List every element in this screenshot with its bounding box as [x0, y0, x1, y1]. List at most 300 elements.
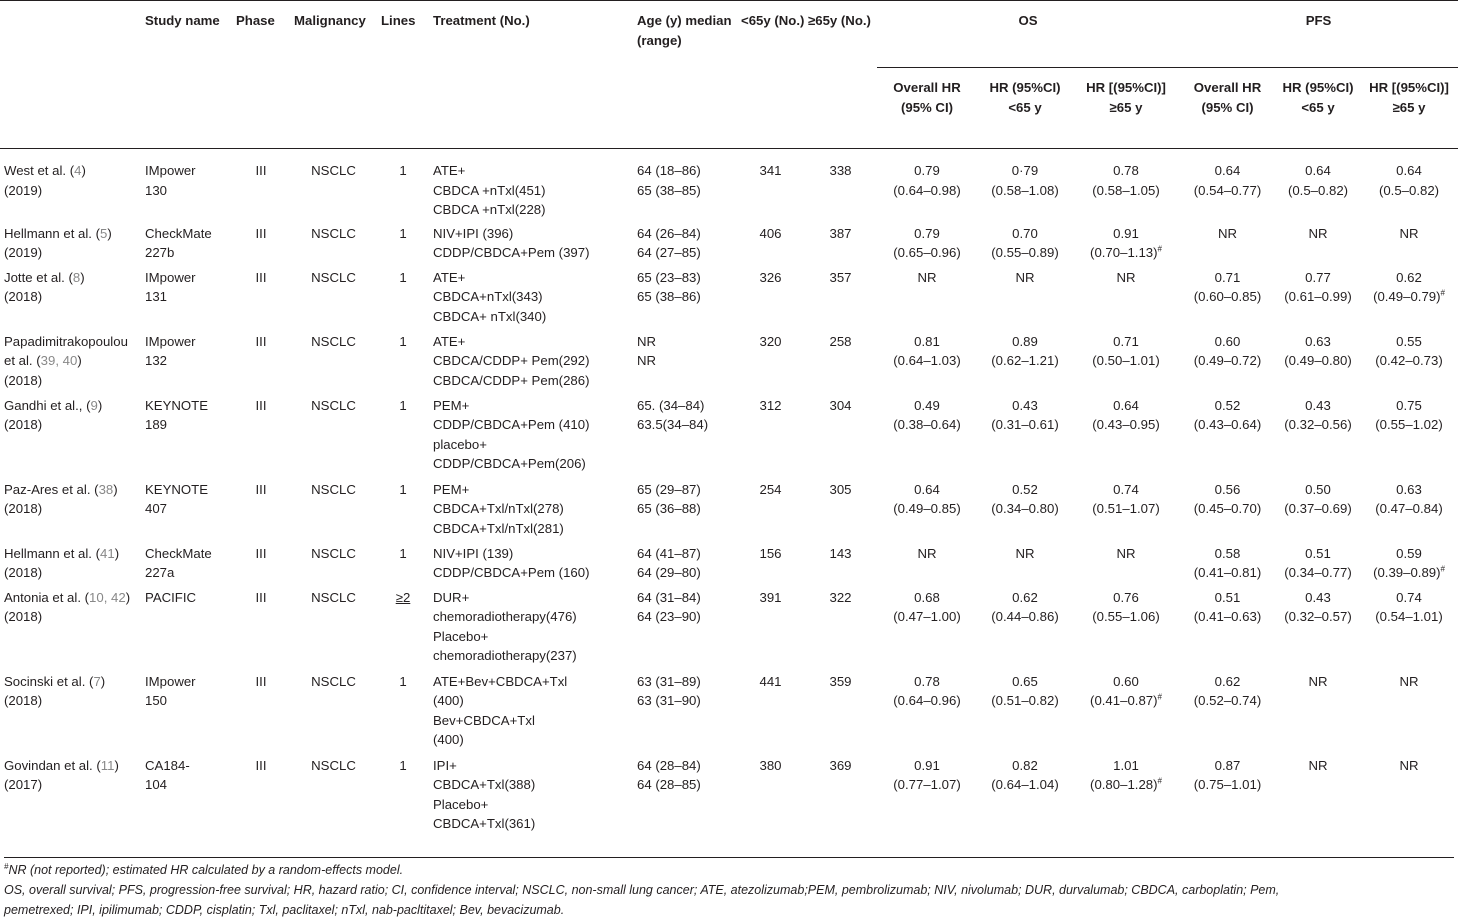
malignancy-cell: [290, 540, 377, 584]
lines-cell-value: 1: [399, 481, 407, 497]
hr-ci: (0.51–0.82): [991, 693, 1059, 708]
hr-value: 0.64: [914, 481, 940, 497]
os-overall-hr-cell: [877, 476, 977, 540]
under65-count-cell: [737, 392, 804, 476]
pfs-hr-over65-cell: [1360, 220, 1458, 264]
os-hr-under65-cell: [977, 668, 1073, 752]
age-line: 65 (23–83): [637, 269, 701, 285]
hr-value: 0.78: [914, 673, 940, 689]
study-name-line: CheckMate: [145, 225, 212, 241]
hr-value: NR: [1308, 757, 1328, 773]
pfs-hr-over65-cell: [1360, 668, 1458, 752]
treatment-line: IPI+: [433, 757, 457, 773]
under65-count-cell: [737, 540, 804, 584]
hr-value: NR: [1015, 545, 1035, 561]
pfs-hr-over65-cell: [1360, 540, 1458, 584]
os-hr-under65-cell: [977, 220, 1073, 264]
age-cell: [633, 264, 737, 328]
col-header-os: OS: [1018, 13, 1038, 28]
age-line: NR: [637, 333, 657, 349]
hr-ci: (0.39–0.89)#: [1373, 564, 1445, 580]
age-cell: [633, 584, 737, 668]
hr-value: 0.64: [1113, 397, 1139, 413]
hr-ci: (0.5–0.82): [1378, 182, 1440, 198]
author-text: Paz-Ares et al.: [4, 481, 91, 497]
reference-number: 38: [98, 481, 114, 497]
phase-cell: [232, 328, 290, 392]
hr-value: 0.64: [1396, 163, 1422, 178]
study-year: (2018): [4, 417, 43, 432]
pfs-hr-under65-cell: [1276, 220, 1360, 264]
treatment-line: chemoradiotherapy(476): [433, 609, 577, 624]
malignancy-cell-value: NSCLC: [311, 545, 356, 561]
treatment-line: CBDCA/CDDP+ Pem(292): [433, 353, 590, 368]
hr-value: NR: [1116, 545, 1136, 561]
table-row: [0, 220, 1458, 264]
malignancy-cell-value: NSCLC: [311, 589, 356, 605]
treatment-line: CBDCA+Txl(361): [433, 816, 536, 831]
phase-cell-value: III: [255, 333, 267, 349]
hr-value: 0.74: [1113, 481, 1139, 497]
treatment-line: CBDCA+nTxl(343): [433, 289, 543, 304]
hr-ci: (0.49–0.79)#: [1373, 288, 1445, 304]
malignancy-cell: [290, 149, 377, 220]
pfs-hr-under65-cell: [1276, 149, 1360, 220]
treatment-cell: [429, 220, 633, 264]
study-year: (2018): [4, 372, 43, 388]
phase-cell-value: III: [255, 225, 267, 241]
os-hr-over65-cell: [1073, 264, 1179, 328]
age-line: 63 (31–89): [637, 673, 701, 689]
malignancy-cell: [290, 752, 377, 836]
over65-count-cell-value: 258: [829, 333, 852, 349]
treatment-line: placebo+: [433, 436, 487, 452]
under65-count-cell: [737, 149, 804, 220]
os-hr-over65-cell: [1073, 220, 1179, 264]
os-hr-under65-cell: [977, 540, 1073, 584]
lines-cell-value: 1: [399, 673, 407, 689]
malignancy-cell-value: NSCLC: [311, 225, 356, 241]
table-row: [0, 752, 1458, 836]
reference-number: 8: [72, 269, 81, 285]
study-author-cell: [0, 392, 141, 476]
pfs-overall-hr-cell: [1179, 392, 1276, 476]
age-cell: [633, 540, 737, 584]
lines-cell: [377, 149, 429, 220]
pfs-hr-under65-cell: [1276, 264, 1360, 328]
os-overall-hr-cell: [877, 328, 977, 392]
malignancy-cell-value: NSCLC: [311, 333, 356, 349]
study-year: (2018): [4, 565, 43, 580]
phase-cell: [232, 752, 290, 836]
study-author-cell: [0, 220, 141, 264]
pfs-hr-over65-cell: [1360, 584, 1458, 668]
pfs-overall-hr-cell: [1179, 752, 1276, 836]
hr-value: NR: [1399, 225, 1419, 241]
os-hr-under65-cell: [977, 328, 1073, 392]
over65-count-cell-value: 387: [829, 225, 852, 241]
author-text: Socinski et al.: [4, 673, 86, 689]
treatment-cell: [429, 752, 633, 836]
author-text: West et al.: [4, 163, 67, 178]
phase-cell: [232, 476, 290, 540]
hr-ci: (0.52–0.74): [1193, 693, 1262, 708]
study-name-line: KEYNOTE: [145, 397, 209, 413]
lines-cell-value: 1: [399, 225, 407, 241]
hr-value: 0.50: [1305, 481, 1331, 497]
hr-value: 0.62: [1214, 673, 1241, 689]
hr-ci: (0.34–0.80): [991, 501, 1059, 516]
hr-ci: (0.32–0.57): [1284, 609, 1352, 624]
under65-count-cell: [737, 328, 804, 392]
col-header-author: [0, 1, 141, 149]
reference-number: 10, 42: [89, 589, 126, 605]
reference-number: 4: [74, 163, 82, 178]
hr-ci: (0.47–0.84): [1375, 501, 1443, 516]
hr-value: NR: [1308, 673, 1328, 689]
treatment-cell: [429, 328, 633, 392]
study-name-line: KEYNOTE: [145, 481, 209, 497]
study-name-cell: [141, 540, 232, 584]
hr-value: 0·79: [1011, 163, 1039, 178]
hr-value: 0.71: [1113, 333, 1139, 349]
phase-cell-value: III: [255, 673, 267, 689]
author-name: Antonia et al. (10, 42): [4, 589, 131, 605]
lines-cell-value: 1: [399, 397, 407, 413]
hr-ci: (0.64–1.03): [893, 353, 961, 368]
hr-value: 0.65: [1012, 673, 1038, 689]
hr-ci: (0.44–0.86): [991, 609, 1059, 624]
lines-cell-value: 1: [399, 757, 407, 773]
treatment-line: CBDCA+Txl(388): [433, 777, 536, 792]
treatment-line: CBDCA +nTxl(228): [433, 202, 546, 217]
age-line: NR: [637, 353, 657, 368]
hr-value: 0.49: [914, 397, 940, 413]
hr-ci: (0.43–0.95): [1092, 417, 1160, 432]
lines-cell-value: 1: [399, 545, 407, 561]
pfs-overall-hr-cell: [1179, 328, 1276, 392]
hr-ci: (0.80–1.28)#: [1090, 776, 1162, 792]
pfs-hr-under65-cell: [1276, 392, 1360, 476]
hr-value: 0.79: [914, 225, 940, 241]
over65-count-cell: [804, 392, 877, 476]
phase-cell: [232, 668, 290, 752]
col-header-over65: ≥65y (No.): [808, 13, 871, 28]
hr-ci: (0.41–0.87)#: [1090, 692, 1162, 708]
col-header-os-under65: HR (95%CI) <65 y: [977, 68, 1073, 149]
os-hr-over65-cell: [1073, 149, 1179, 220]
study-author-cell: [0, 264, 141, 328]
study-year: (2017): [4, 777, 43, 792]
study-name-line: IMpower: [145, 269, 196, 285]
author-text: Gandhi et al.,: [4, 397, 83, 413]
author-name: Paz-Ares et al. (38): [4, 481, 118, 497]
under65-count-cell-value: 156: [759, 545, 782, 561]
lines-cell: [377, 476, 429, 540]
study-year: (2019): [4, 182, 43, 198]
hr-value: 0.60: [1214, 333, 1241, 349]
hr-value: 0.81: [914, 333, 940, 349]
hr-value: 0.52: [1214, 397, 1241, 413]
under65-count-cell-value: 406: [759, 225, 782, 241]
hr-ci: (0.45–0.70): [1193, 501, 1262, 516]
hr-value: 0.58: [1214, 545, 1241, 561]
os-hr-under65-cell: [977, 264, 1073, 328]
hr-value: 0.52: [1012, 481, 1038, 497]
over65-count-cell-value: 369: [829, 757, 852, 773]
malignancy-cell: [290, 584, 377, 668]
age-line: 65. (34–84): [637, 397, 705, 413]
treatment-line: NIV+IPI (139): [433, 545, 514, 561]
hr-ci: (0.41–0.63): [1193, 609, 1262, 624]
study-author-cell: [0, 752, 141, 836]
study-author-cell: [0, 476, 141, 540]
author-text: Hellmann et al.: [4, 545, 92, 561]
age-cell: [633, 668, 737, 752]
treatment-line: CBDCA+ nTxl(340): [433, 308, 547, 324]
pfs-overall-hr-cell: [1179, 476, 1276, 540]
hr-value: 0.91: [914, 757, 940, 773]
os-overall-hr-cell: [877, 149, 977, 220]
treatment-line: (400): [433, 732, 464, 747]
age-line: 65 (38–85): [637, 182, 701, 198]
hr-ci: (0.62–1.21): [991, 353, 1059, 368]
age-line: 65 (38–86): [637, 289, 701, 304]
hr-ci: (0.75–1.01): [1193, 777, 1262, 792]
pfs-hr-under65-cell: [1276, 752, 1360, 836]
hr-ci: (0.50–1.01): [1092, 353, 1160, 368]
hr-value: 0.62: [1012, 589, 1038, 605]
age-line: 64 (29–80): [637, 565, 701, 580]
table-row: [0, 392, 1458, 476]
pfs-overall-hr-cell: [1179, 264, 1276, 328]
author-text: Hellmann et al.: [4, 225, 92, 241]
os-hr-over65-cell: [1073, 752, 1179, 836]
lines-cell-value: 1: [399, 269, 407, 285]
col-header-os-over65: HR [(95%CI)] ≥65 y: [1073, 68, 1179, 149]
age-line: 64 (31–84): [637, 589, 701, 605]
col-header-pfs-over65: HR [(95%CI)] ≥65 y: [1360, 68, 1458, 149]
under65-count-cell-value: 441: [759, 673, 782, 689]
phase-cell-value: III: [255, 481, 267, 497]
hr-value: 0.76: [1113, 589, 1139, 605]
os-overall-hr-cell: [877, 540, 977, 584]
col-header-treatment: Treatment (No.): [433, 13, 530, 28]
hr-ci: (0.55–1.06): [1092, 609, 1160, 624]
col-header-pfs-under65: HR (95%CI) <65 y: [1276, 68, 1360, 149]
malignancy-cell-value: NSCLC: [311, 163, 356, 178]
phase-cell: [232, 540, 290, 584]
study-year: (2019): [4, 245, 43, 260]
hr-value: 0.82: [1012, 757, 1038, 773]
hr-ci: (0.49–0.72): [1193, 353, 1262, 368]
hr-value: 0.43: [1305, 397, 1331, 413]
under65-count-cell: [737, 584, 804, 668]
phase-cell: [232, 149, 290, 220]
over65-count-cell: [804, 264, 877, 328]
treatment-line: (400): [433, 693, 464, 708]
over65-count-cell-value: 322: [829, 589, 852, 605]
over65-count-cell-value: 305: [829, 481, 852, 497]
os-overall-hr-cell: [877, 392, 977, 476]
study-name-cell: [141, 149, 232, 220]
phase-cell-value: III: [255, 397, 267, 413]
over65-count-cell: [804, 584, 877, 668]
hr-value: 0.64: [1214, 163, 1241, 178]
phase-cell-value: III: [255, 545, 267, 561]
age-line: 65 (29–87): [637, 481, 701, 497]
phase-cell: [232, 584, 290, 668]
age-line: 63 (31–90): [637, 693, 701, 708]
os-overall-hr-cell: [877, 668, 977, 752]
os-hr-under65-cell: [977, 149, 1073, 220]
hr-value: NR: [1399, 673, 1419, 689]
hr-value: 0.43: [1305, 589, 1331, 605]
study-name-line: 407: [145, 501, 168, 516]
hr-ci: (0.64–0.98): [893, 182, 961, 198]
age-cell: [633, 392, 737, 476]
treatment-line: CDDP/CBDCA+Pem(206): [433, 456, 586, 471]
os-hr-under65-cell: [977, 392, 1073, 476]
col-header-lines: Lines: [381, 13, 416, 28]
under65-count-cell-value: 254: [759, 481, 782, 497]
study-name-line: 104: [145, 777, 168, 792]
pfs-hr-over65-cell: [1360, 392, 1458, 476]
col-header-age: Age (y) median (range): [637, 13, 732, 48]
os-hr-under65-cell: [977, 752, 1073, 836]
under65-count-cell: [737, 752, 804, 836]
hr-value: NR: [1308, 225, 1328, 241]
author-text-2: et al.: [4, 353, 33, 368]
age-line: 64 (41–87): [637, 545, 701, 561]
over65-count-cell: [804, 668, 877, 752]
phase-cell-value: III: [255, 269, 267, 285]
over65-count-cell: [804, 476, 877, 540]
pfs-hr-under65-cell: [1276, 584, 1360, 668]
study-name-line: PACIFIC: [145, 589, 197, 605]
hr-value: 0.87: [1214, 757, 1241, 773]
reference-number: 7: [93, 673, 101, 689]
hr-value: 0.59: [1396, 545, 1422, 561]
col-header-malignancy: Malignancy: [294, 13, 366, 28]
treatment-line: NIV+IPI (396): [433, 225, 514, 241]
study-name-line: 150: [145, 693, 168, 708]
under65-count-cell-value: 391: [759, 589, 782, 605]
hr-value: NR: [917, 269, 937, 285]
hr-value: 0.78: [1113, 163, 1139, 178]
over65-count-cell: [804, 752, 877, 836]
reference-number: 9: [90, 397, 98, 413]
hr-ci: (0.49–0.85): [893, 501, 961, 516]
lines-cell: [377, 264, 429, 328]
lines-cell: [377, 668, 429, 752]
os-overall-hr-cell: [877, 264, 977, 328]
reference-number: 41: [100, 545, 115, 561]
treatment-line: Placebo+: [433, 628, 489, 644]
hr-value: 0.55: [1396, 333, 1422, 349]
under65-count-cell-value: 326: [759, 269, 782, 285]
over65-count-cell-value: 304: [829, 397, 852, 413]
study-author-cell: [0, 540, 141, 584]
phase-cell-value: III: [255, 163, 267, 178]
under65-count-cell: [737, 220, 804, 264]
table-row: [0, 476, 1458, 540]
treatment-line: PEM+: [433, 481, 470, 497]
lines-cell-value: 1: [399, 333, 407, 349]
author-name: Hellmann et al. (5): [4, 225, 112, 241]
pfs-hr-over65-cell: [1360, 264, 1458, 328]
author-name: Hellmann et al. (41): [4, 545, 120, 561]
lines-cell: [377, 752, 429, 836]
treatment-line: CBDCA/CDDP+ Pem(286): [433, 372, 590, 388]
treatment-cell: [429, 476, 633, 540]
study-name-line: 130: [145, 182, 168, 198]
hr-value: 0.70: [1012, 225, 1038, 241]
pfs-hr-under65-cell: [1276, 476, 1360, 540]
pfs-overall-hr-cell: [1179, 668, 1276, 752]
phase-cell: [232, 264, 290, 328]
hr-value: 0.51: [1305, 545, 1331, 561]
treatment-line: ATE+Bev+CBDCA+Txl: [433, 673, 568, 689]
age-line: 64 (23–90): [637, 609, 701, 624]
lines-cell: [377, 392, 429, 476]
study-author-cell: [0, 328, 141, 392]
malignancy-cell: [290, 392, 377, 476]
reference-number: 5: [100, 225, 108, 241]
pfs-hr-under65-cell: [1276, 328, 1360, 392]
lines-cell: [377, 584, 429, 668]
treatment-cell: [429, 668, 633, 752]
os-hr-over65-cell: [1073, 584, 1179, 668]
author-text: Govindan et al.: [4, 757, 93, 773]
hr-value: 0.60: [1113, 673, 1139, 689]
over65-count-cell-value: 359: [829, 673, 852, 689]
treatment-line: CDDP/CBDCA+Pem (410): [433, 417, 590, 432]
treatment-line: CBDCA+Txl/nTxl(281): [433, 520, 564, 536]
hr-ci: (0.54–0.77): [1193, 182, 1262, 198]
age-cell: [633, 220, 737, 264]
col-header-under65: <65y (No.): [741, 13, 805, 28]
hr-ci: (0.49–0.80): [1284, 353, 1352, 368]
study-name-line: IMpower: [145, 673, 196, 689]
hr-value: 0.75: [1396, 397, 1422, 413]
pfs-overall-hr-cell: [1179, 220, 1276, 264]
col-header-os-overall: Overall HR (95% CI): [877, 68, 977, 149]
hr-ci: (0.47–1.00): [893, 609, 961, 624]
hr-value: 0.63: [1396, 481, 1422, 497]
age-cell: [633, 476, 737, 540]
age-line: 64 (18–86): [637, 163, 701, 178]
malignancy-cell-value: NSCLC: [311, 757, 356, 773]
footnotes: [4, 857, 1454, 920]
treatment-cell: [429, 264, 633, 328]
os-overall-hr-cell: [877, 220, 977, 264]
author-text: Jotte et al.: [4, 269, 65, 285]
treatment-line: PEM+: [433, 397, 470, 413]
malignancy-cell: [290, 476, 377, 540]
treatment-line: CBDCA +nTxl(451): [433, 182, 546, 198]
hr-ci: (0.55–0.89): [991, 245, 1059, 260]
treatment-line: chemoradiotherapy(237): [433, 648, 577, 663]
author-text: Antonia et al.: [4, 589, 81, 605]
study-name-cell: [141, 220, 232, 264]
age-line: 63.5(34–84): [637, 417, 709, 432]
age-line: 64 (26–84): [637, 225, 701, 241]
hr-value: NR: [1116, 269, 1136, 285]
table-body: [0, 149, 1458, 836]
table-row: [0, 149, 1458, 220]
study-name-line: 131: [145, 289, 168, 304]
